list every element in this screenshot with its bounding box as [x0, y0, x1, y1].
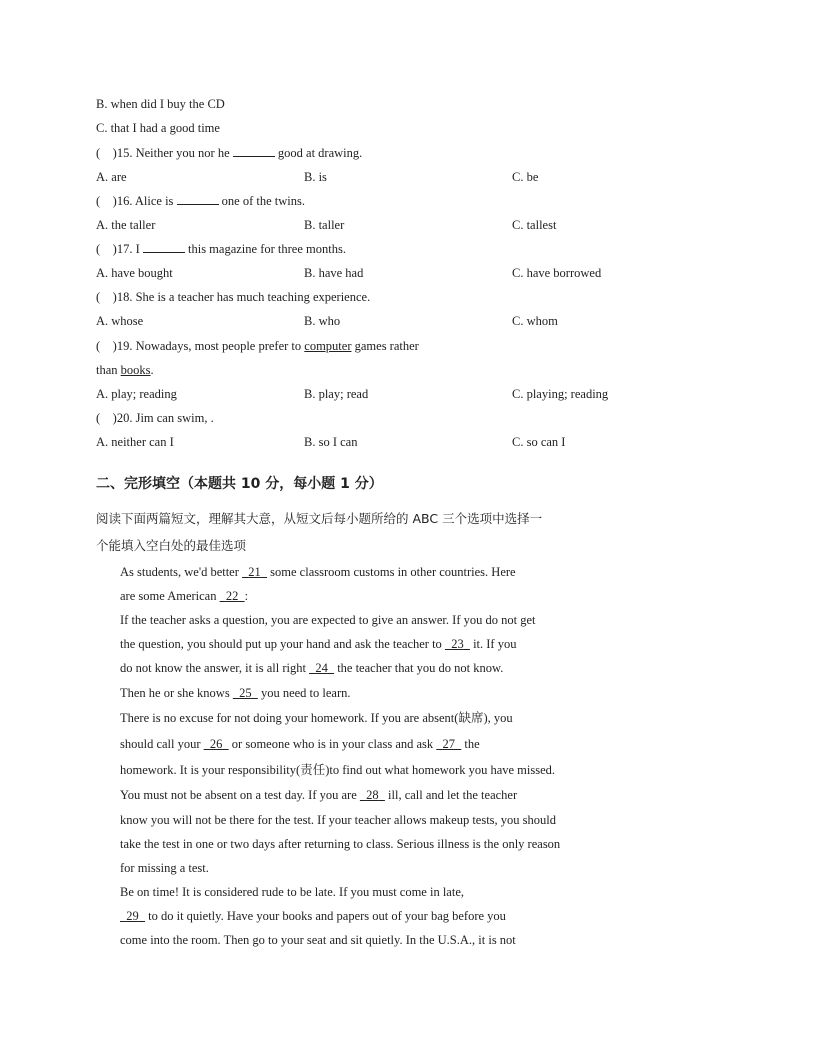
passage-line: Then he or she knows 25 you need to learn. — [120, 686, 351, 700]
answer-blank — [177, 193, 219, 205]
answer-paren: ( ) — [96, 146, 117, 160]
q20-stem: ( )20. Jim can swim, . — [96, 411, 214, 425]
q19-option-c: C. playing; reading — [512, 387, 609, 401]
answer-paren: ( ) — [96, 411, 117, 425]
passage-line: As students, we'd better 21 some classroom customs in other countries. Here — [120, 565, 516, 579]
blank-25: 25 — [239, 686, 252, 700]
instruction-line-1: 阅读下面两篇短文，理解其大意，从短文后每小题所给的 ABC 三个选项中选择一 — [96, 511, 543, 526]
q14-option-b: B. when did I buy the CD — [96, 97, 225, 111]
answer-blank — [233, 145, 275, 157]
q15-option-b: B. is — [304, 170, 327, 184]
answer-paren: ( ) — [96, 242, 117, 256]
q16-option-a: A. the taller — [96, 218, 156, 232]
q16-option-b: B. taller — [304, 218, 345, 232]
blank-21: 21 — [248, 565, 261, 579]
passage-line: 29 to do it quietly. Have your books and papers out of your bag before you — [120, 908, 506, 924]
passage-line: If the teacher asks a question, you are expected to give an answer. If you do not get — [120, 613, 536, 627]
q18-stem: ( )18. She is a teacher has much teaching experience. — [96, 290, 371, 304]
q19-option-b: B. play; read — [304, 387, 369, 401]
q19-option-a: A. play; reading — [96, 387, 177, 401]
passage-line: There is no excuse for not doing your homework. If you are absent(缺席), you — [120, 711, 513, 725]
vocab-link-books[interactable]: books — [120, 363, 151, 377]
blank-27: 27 — [442, 737, 456, 751]
blank-29: 29 — [126, 909, 139, 923]
passage-line: for missing a test. — [120, 861, 209, 875]
passage-line: know you will not be there for the test. If your teacher allows makeup tests, you should — [120, 813, 557, 827]
passage-line: take the test in one or two days after returning to class. Serious illness is the only reason — [120, 837, 561, 851]
q16-option-c: C. tallest — [512, 218, 557, 232]
answer-paren: ( ) — [96, 194, 117, 208]
passage-line: Be on time! It is considered rude to be late. If you must come in late, — [120, 885, 465, 899]
passage-line: come into the room. Then go to your seat and sit quietly. In the U.S.A., it is not — [120, 933, 516, 947]
q15-option-a: A. are — [96, 170, 127, 184]
q18-option-b: B. who — [304, 314, 341, 328]
q15-option-c: C. be — [512, 170, 539, 184]
passage-line: homework. It is your responsibility(责任)to find out what homework you have missed. — [120, 763, 556, 777]
vocab-link-computer[interactable]: computer — [304, 339, 352, 353]
q17-option-c: C. have borrowed — [512, 266, 602, 280]
blank-22: 22 — [225, 589, 239, 603]
blank-23: 23 — [451, 637, 464, 651]
blank-26: 26 — [209, 737, 223, 751]
q17-option-b: B. have had — [304, 266, 364, 280]
passage-line: are some American 22 : — [120, 589, 249, 603]
blank-24: 24 — [315, 661, 328, 675]
answer-paren: ( ) — [96, 339, 117, 353]
passage-line: You must not be absent on a test day. If you are 28 ill, call and let the teacher — [120, 788, 518, 802]
q19-stem-line2: than books. — [96, 363, 154, 377]
q20-option-a: A. neither can I — [96, 435, 174, 449]
instruction-line-2: 个能填入空白处的最佳选项 — [96, 538, 247, 553]
blank-28: 28 — [366, 788, 379, 802]
q17-stem: ( )17. I this magazine for three months. — [96, 242, 346, 256]
q18-option-a: A. whose — [96, 314, 144, 328]
passage-line: the question, you should put up your hand and ask the teacher to 23 it. If you — [120, 637, 517, 651]
answer-blank — [143, 241, 185, 253]
section-heading: 二、完形填空（本题共 10 分，每小题 1 分） — [96, 476, 383, 492]
q16-stem: ( )16. Alice is one of the twins. — [96, 194, 305, 208]
q18-option-c: C. whom — [512, 314, 558, 328]
answer-paren: ( ) — [96, 290, 117, 304]
q20-option-c: C. so can I — [512, 435, 566, 449]
q17-option-a: A. have bought — [96, 266, 173, 280]
q20-option-b: B. so I can — [304, 435, 358, 449]
passage-line: should call your 26 or someone who is in your class and ask 27 the — [120, 737, 480, 751]
q15-stem: ( )15. Neither you nor he good at drawing. — [96, 146, 363, 160]
q19-stem: ( )19. Nowadays, most people prefer to computer games rather — [96, 339, 419, 353]
passage-line: do not know the answer, it is all right 24 the teacher that you do not know. — [120, 661, 504, 675]
q14-option-c: C. that I had a good time — [96, 121, 220, 135]
